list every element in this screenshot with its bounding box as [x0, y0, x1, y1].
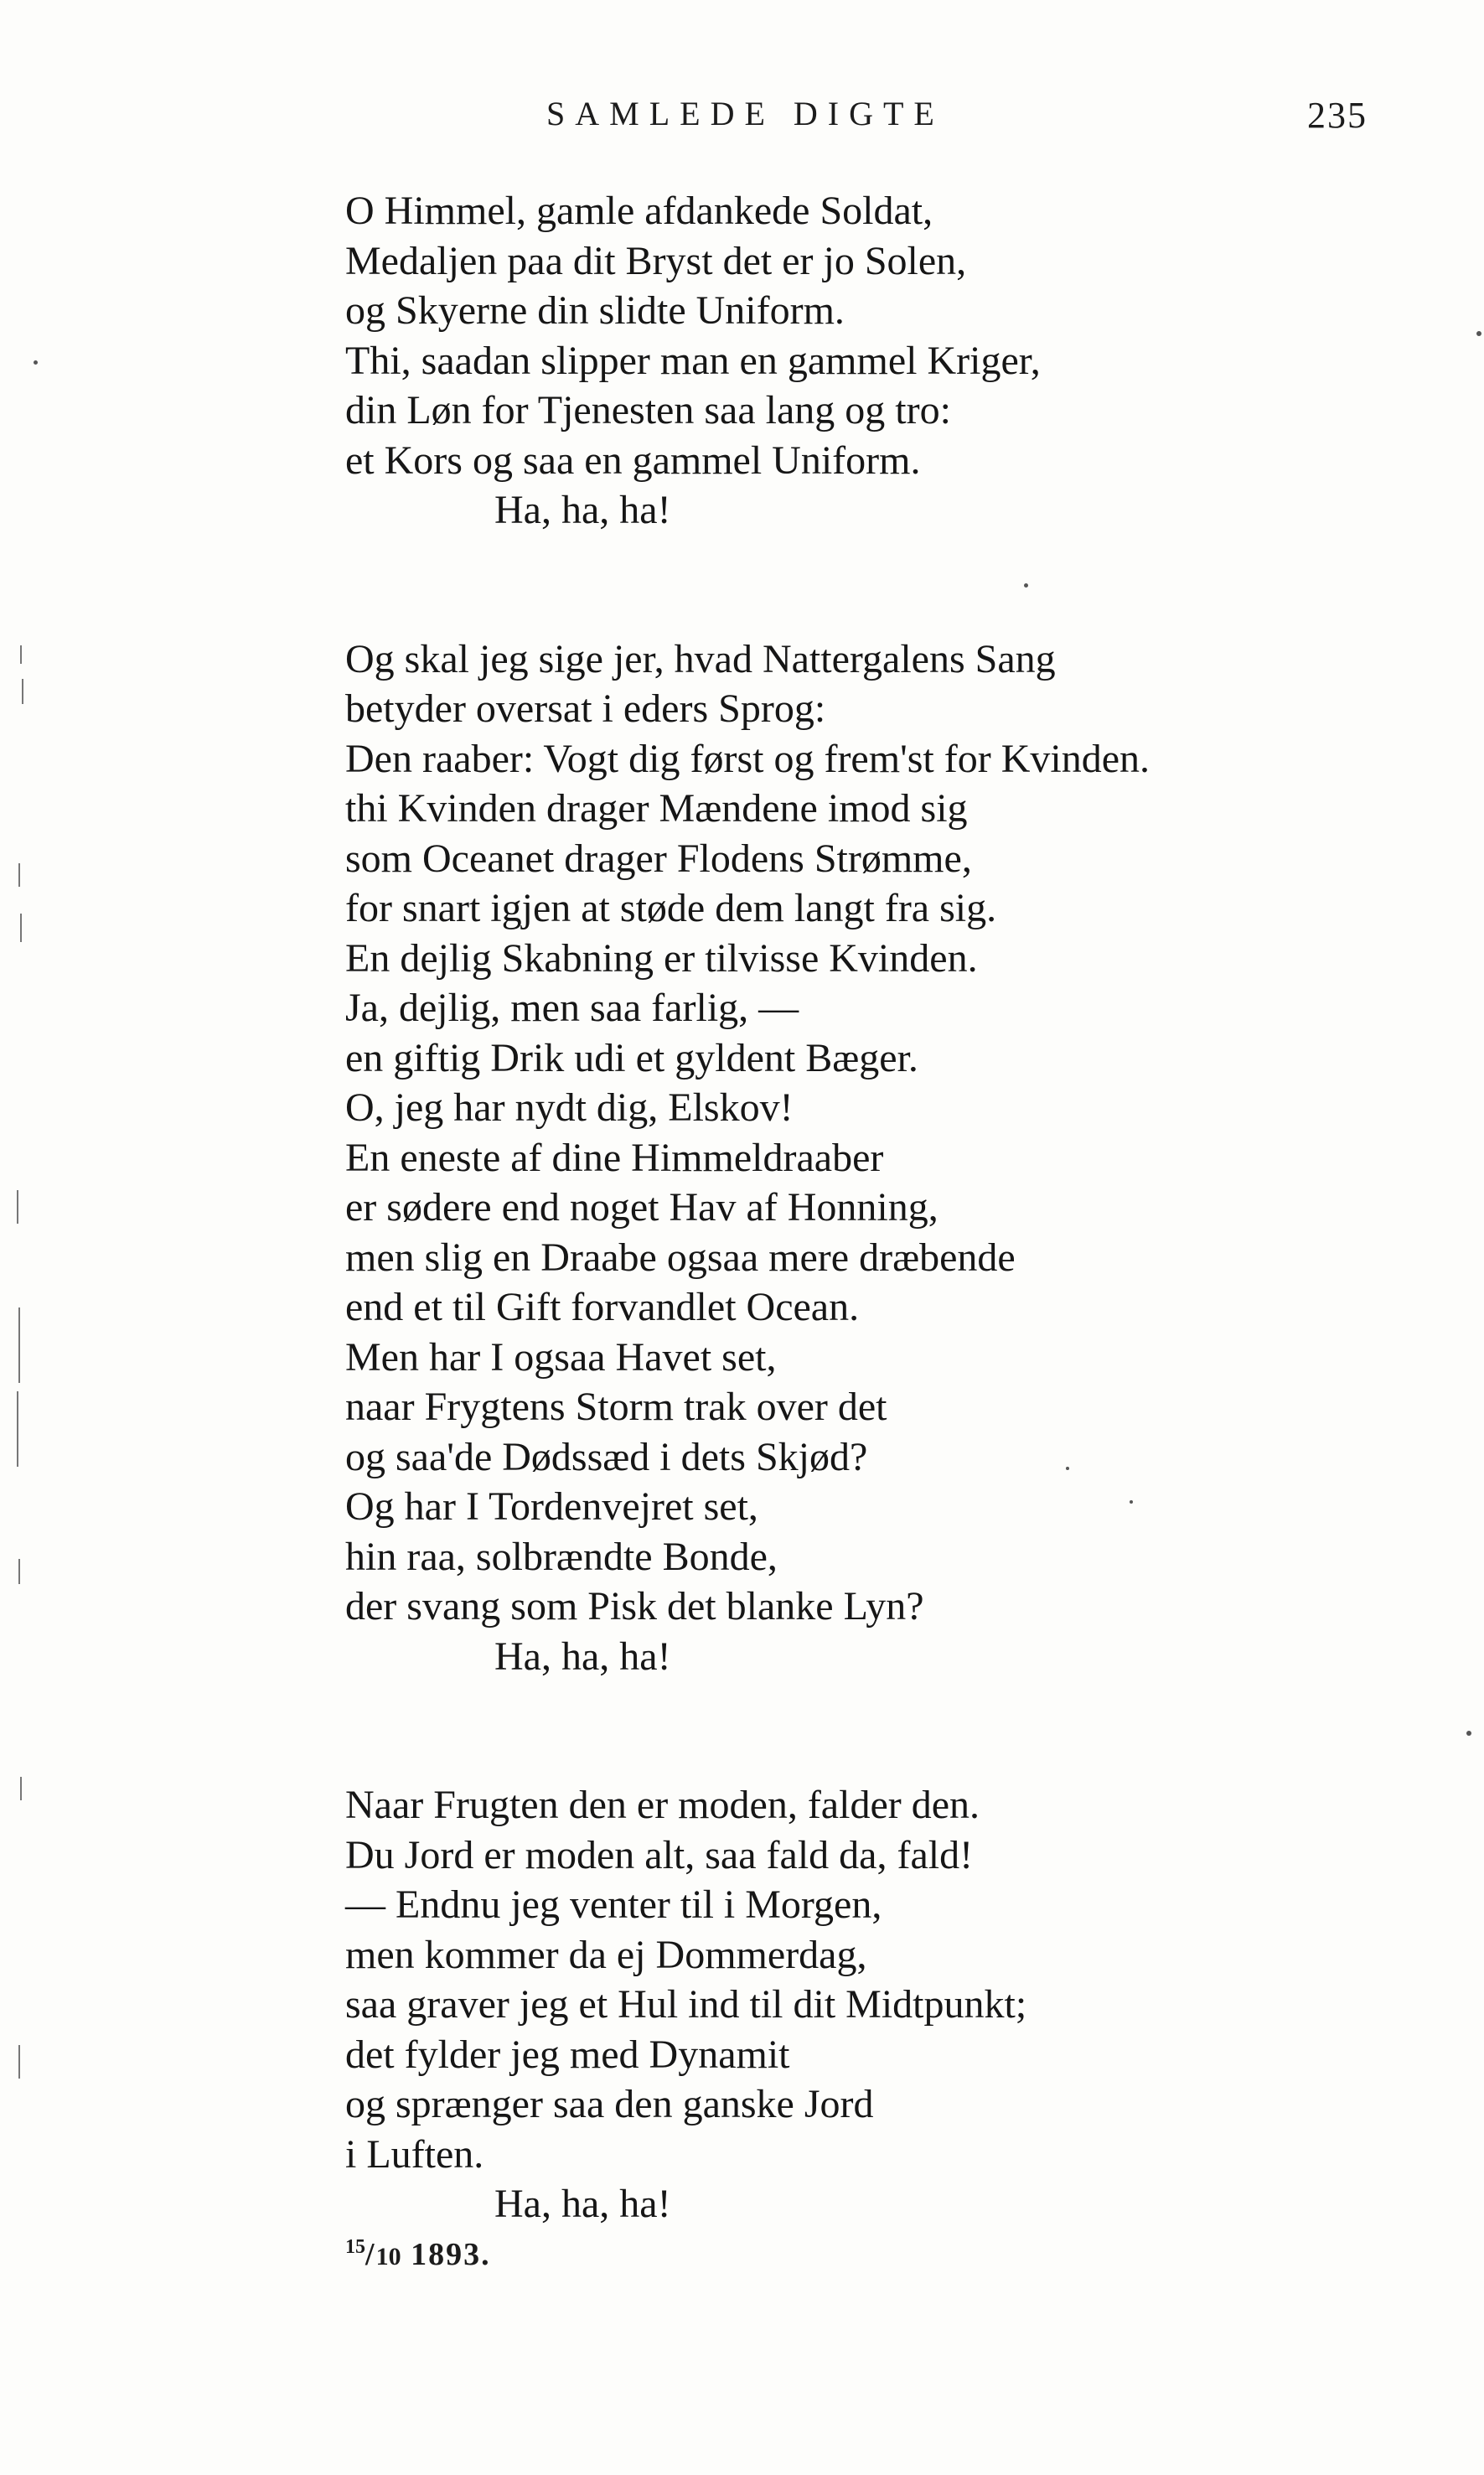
poem [345, 186, 1435, 2278]
scan-mark [17, 1391, 18, 1467]
verse-line: er sødere end noget Hav af Honning, [345, 1185, 938, 1230]
scan-mark [20, 914, 22, 942]
verse-line: din Løn for Tjenesten saa lang og tro: [345, 388, 951, 432]
verse-line: thi Kvinden drager Mændene imod sig [345, 786, 968, 831]
verse-line: men slig en Draabe ogsaa mere dræbende [345, 1235, 1016, 1280]
verse-line: og Skyerne din slidte Uniform. [345, 288, 845, 333]
date-year: 1893. [411, 2236, 491, 2272]
verse-line: Naar Frugten den er moden, falder den. [345, 1783, 980, 1827]
poem-date [345, 2236, 1435, 2278]
refrain-line: Ha, ha, ha! [494, 2182, 671, 2226]
verse-line: O, jeg har nydt dig, Elskov! [345, 1085, 794, 1130]
scan-speck [1024, 583, 1028, 588]
verse-line: men kommer da ej Dommerdag, [345, 1932, 867, 1977]
verse-line: Thi, saadan slipper man en gammel Kriger, [345, 338, 1041, 383]
verse-line: En eneste af dine Himmeldraaber [345, 1135, 884, 1180]
scan-mark [18, 1559, 20, 1584]
date-separator: / [365, 2236, 376, 2272]
stanza-2 [345, 634, 1435, 1682]
verse-line: Du Jord er moden alt, saa fald da, fald! [345, 1832, 974, 1877]
verse-line: O Himmel, gamle afdankede Soldat, [345, 189, 933, 233]
scan-speck [34, 360, 38, 365]
scan-speck [1476, 331, 1481, 336]
scan-mark [17, 1190, 18, 1224]
stanza-1 [345, 186, 1435, 536]
scan-speck [1066, 1467, 1069, 1470]
verse-line: Ja, dejlig, men saa farlig, — [345, 986, 799, 1030]
verse-line: Den raaber: Vogt dig først og frem'st for Kvinden. [345, 736, 1150, 781]
scan-mark [22, 679, 23, 704]
verse-line: og saa'de Dødssæd i dets Skjød? [345, 1434, 868, 1479]
verse-line: Men har I ogsaa Havet set, [345, 1334, 777, 1380]
verse-line: saa graver jeg et Hul ind til dit Midtpunkt; [345, 1982, 1027, 2027]
verse-line: en giftig Drik udi et gyldent Bæger. [345, 1035, 918, 1080]
verse-line: Medaljen paa dit Bryst det er jo Solen, [345, 238, 967, 283]
refrain-line: Ha, ha, ha! [494, 488, 671, 532]
verse-line: Og har I Tordenvejret set, [345, 1484, 758, 1529]
verse-line: for snart igjen at støde dem langt fra sig. [345, 886, 997, 930]
date-month: 10 [375, 2242, 401, 2270]
verse-line: det fylder jeg med Dynamit [345, 2032, 790, 2077]
verse-line: der svang som Pisk det blanke Lyn? [345, 1584, 924, 1628]
date-day: 15 [345, 2235, 365, 2258]
scan-mark [18, 2045, 20, 2079]
running-head [0, 94, 1484, 144]
scan-mark [20, 1777, 22, 1800]
scan-speck [1466, 1731, 1471, 1736]
verse-line: Og skal jeg sige jer, hvad Nattergalens Sang [345, 636, 1056, 681]
verse-line: hin raa, solbrændte Bonde, [345, 1534, 778, 1579]
scan-speck [1130, 1500, 1133, 1504]
scan-mark [20, 645, 22, 664]
verse-line: som Oceanet drager Flodens Strømme, [345, 836, 972, 881]
stanza-3 [345, 1780, 1435, 2278]
scan-mark [18, 863, 20, 887]
verse-line: end et til Gift forvandlet Ocean. [345, 1285, 860, 1329]
refrain-line: Ha, ha, ha! [494, 1634, 671, 1679]
verse-line: i Luften. [345, 2131, 484, 2177]
verse-line: naar Frygtens Storm trak over det [345, 1385, 887, 1429]
verse-line: et Kors og saa en gammel Uniform. [345, 438, 921, 483]
running-title: SAMLEDE DIGTE [546, 95, 944, 132]
verse-line: — Endnu jeg venter til i Morgen, [345, 1882, 882, 1927]
scan-mark [18, 1307, 20, 1383]
page-number: 235 [1307, 95, 1368, 136]
verse-line: betyder oversat i eders Sprog: [345, 686, 826, 731]
verse-line: En dejlig Skabning er tilvisse Kvinden. [345, 935, 978, 981]
verse-line: og sprænger saa den ganske Jord [345, 2082, 874, 2126]
